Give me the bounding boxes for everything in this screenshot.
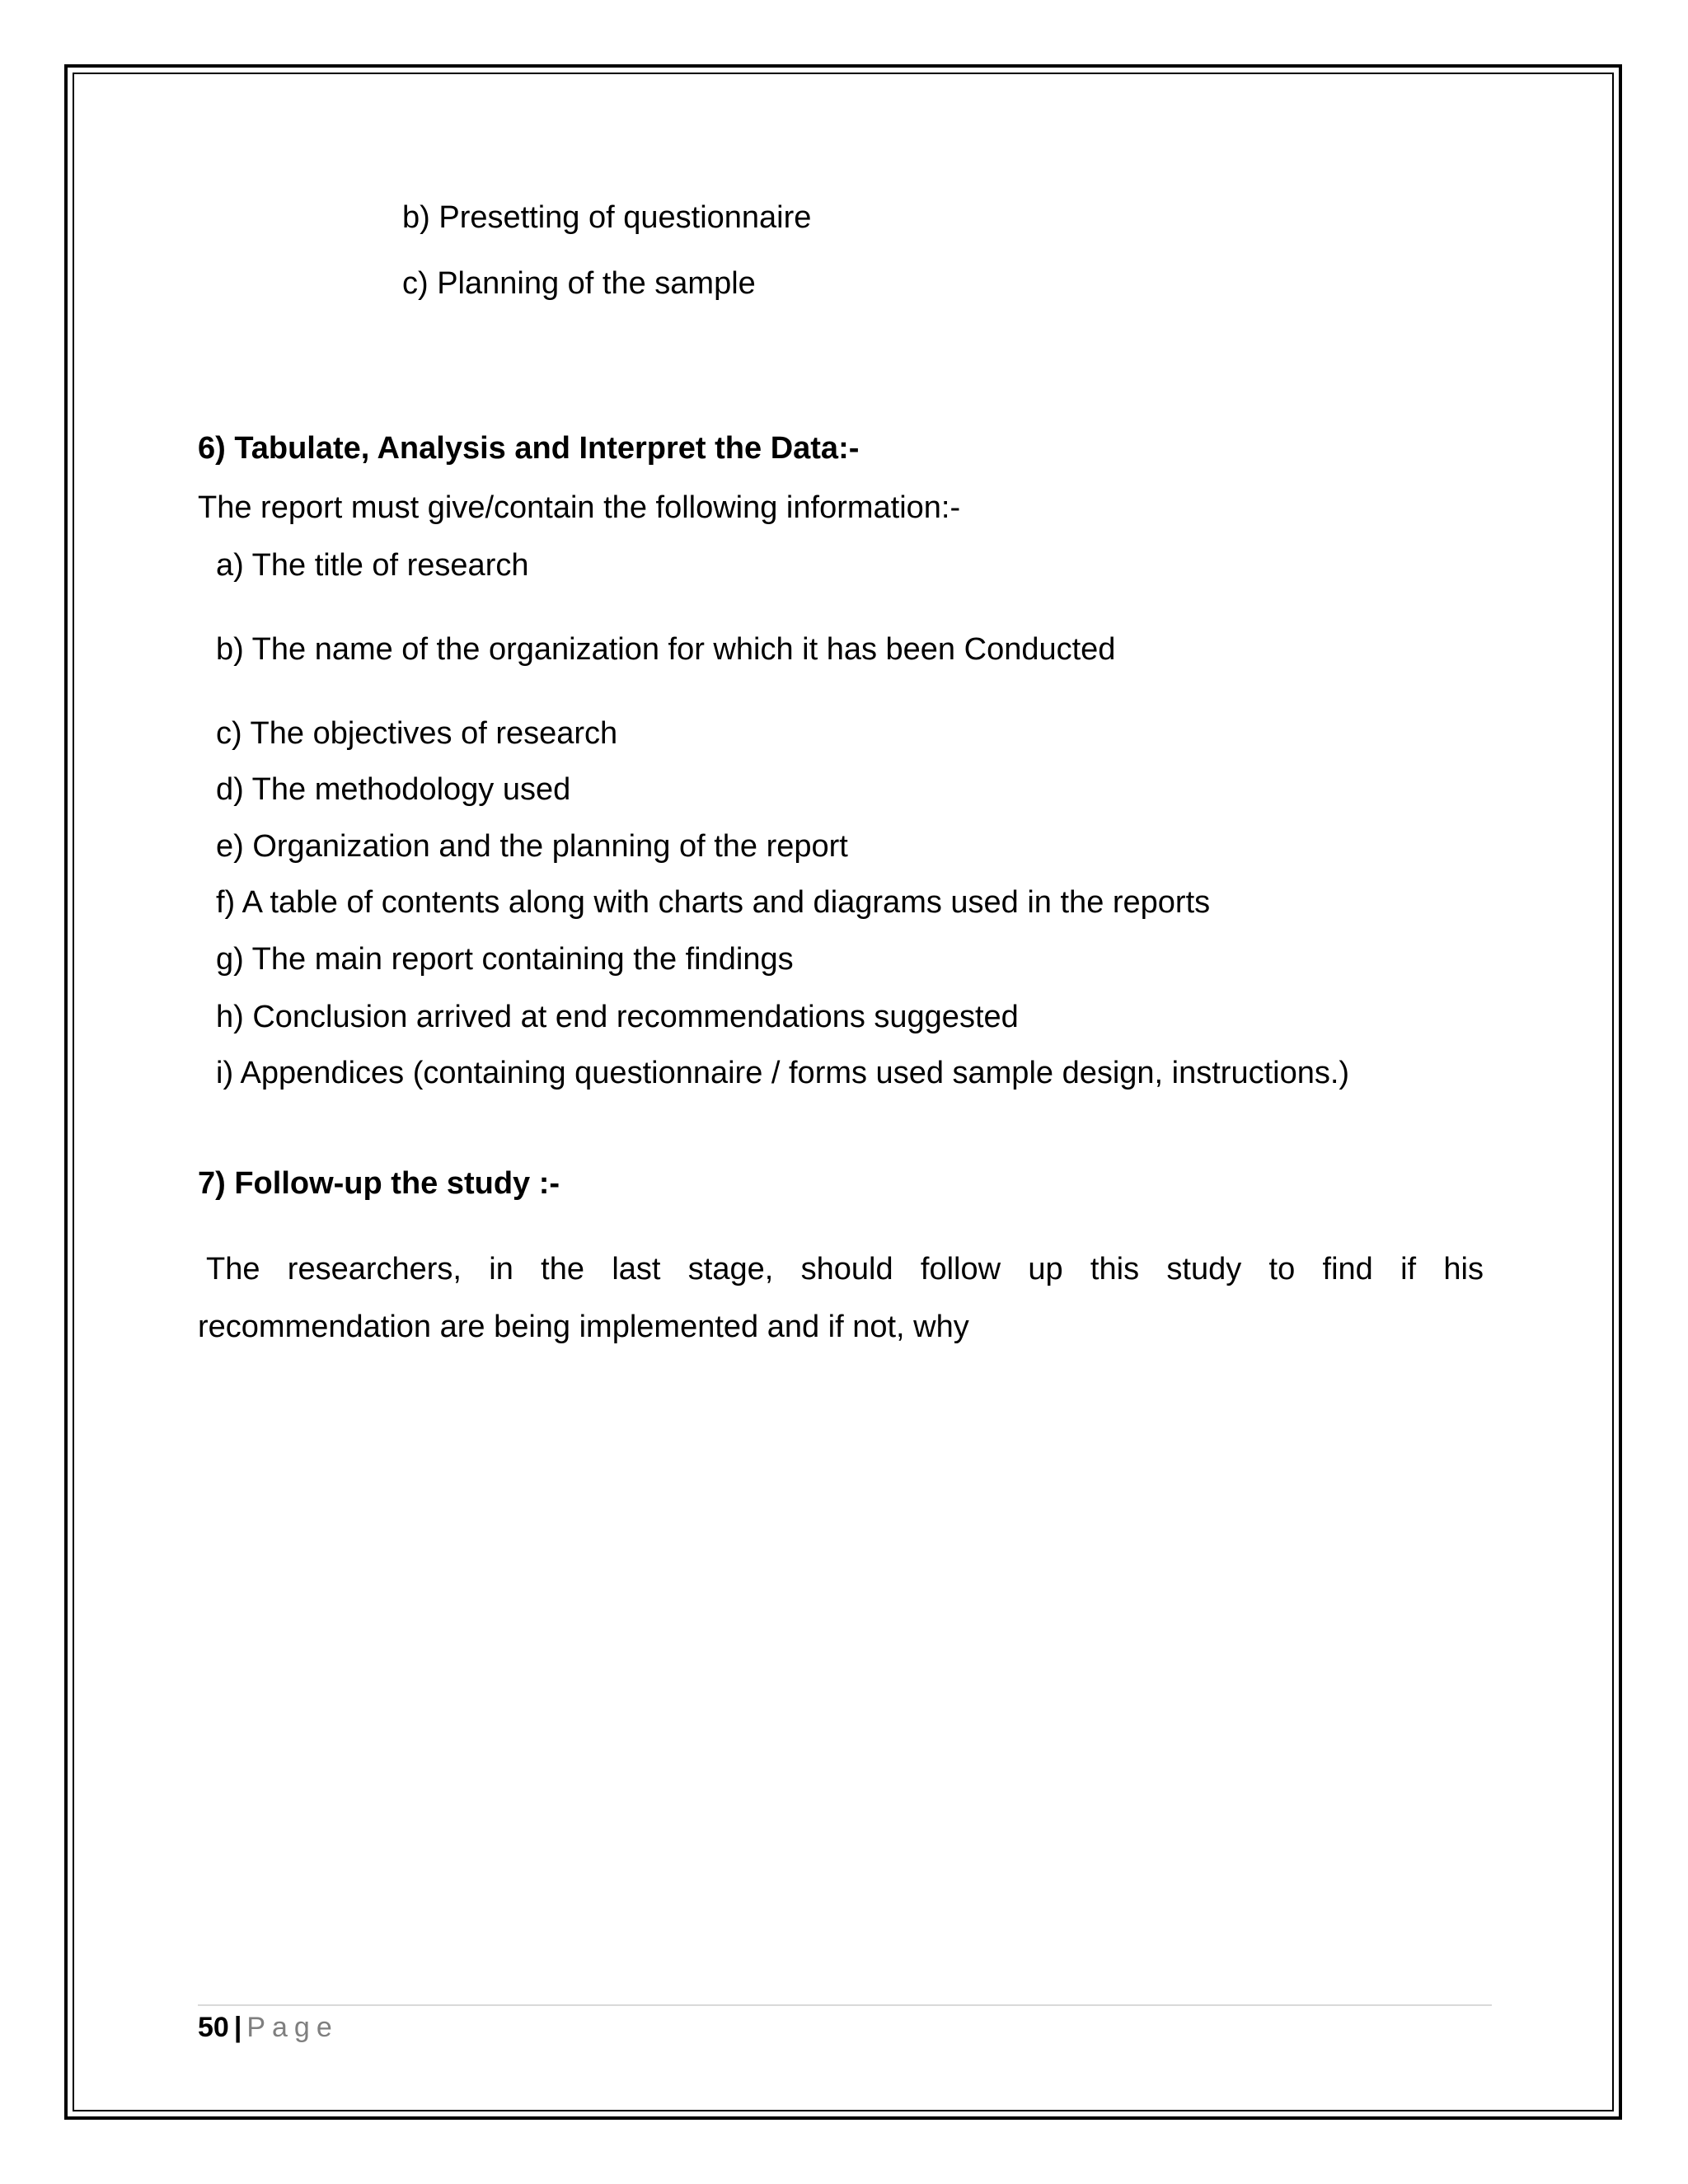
section-6-intro: The report must give/contain the following information:- [198,490,961,525]
list-item-b: b) The name of the organization for which it has been Conducted [216,632,1116,667]
list-item-e: e) Organization and the planning of the report [216,829,848,864]
list-item-a: a) The title of research [216,548,529,583]
section-7-paragraph-line-2: recommendation are being implemented and if not, why [198,1310,969,1344]
section-7-heading: 7) Follow-up the study :- [198,1166,560,1201]
footer-divider [198,2004,1492,2006]
list-item-g: g) The main report containing the findings [216,942,794,977]
footer-separator: | [233,2012,242,2043]
sub-item-b: b) Presetting of questionnaire [402,200,812,235]
list-item-d: d) The methodology used [216,772,571,807]
list-item-i: i) Appendices (containing questionnaire / forms used sample design, instructions.) [216,1056,1350,1090]
list-item-f: f) A table of contents along with charts and diagrams used in the reports [216,885,1211,920]
sub-item-c: c) Planning of the sample [402,266,756,301]
section-7-paragraph-line-1: The researchers, in the last stage, should follow up this study to find if his [206,1252,1484,1286]
page-number: 50 [198,2012,229,2043]
page-footer [198,2009,339,2046]
page-label: Page [246,2012,339,2043]
list-item-h: h) Conclusion arrived at end recommendations suggested [216,1000,1019,1034]
list-item-c: c) The objectives of research [216,716,618,751]
section-6-heading: 6) Tabulate, Analysis and Interpret the Data:- [198,431,860,466]
